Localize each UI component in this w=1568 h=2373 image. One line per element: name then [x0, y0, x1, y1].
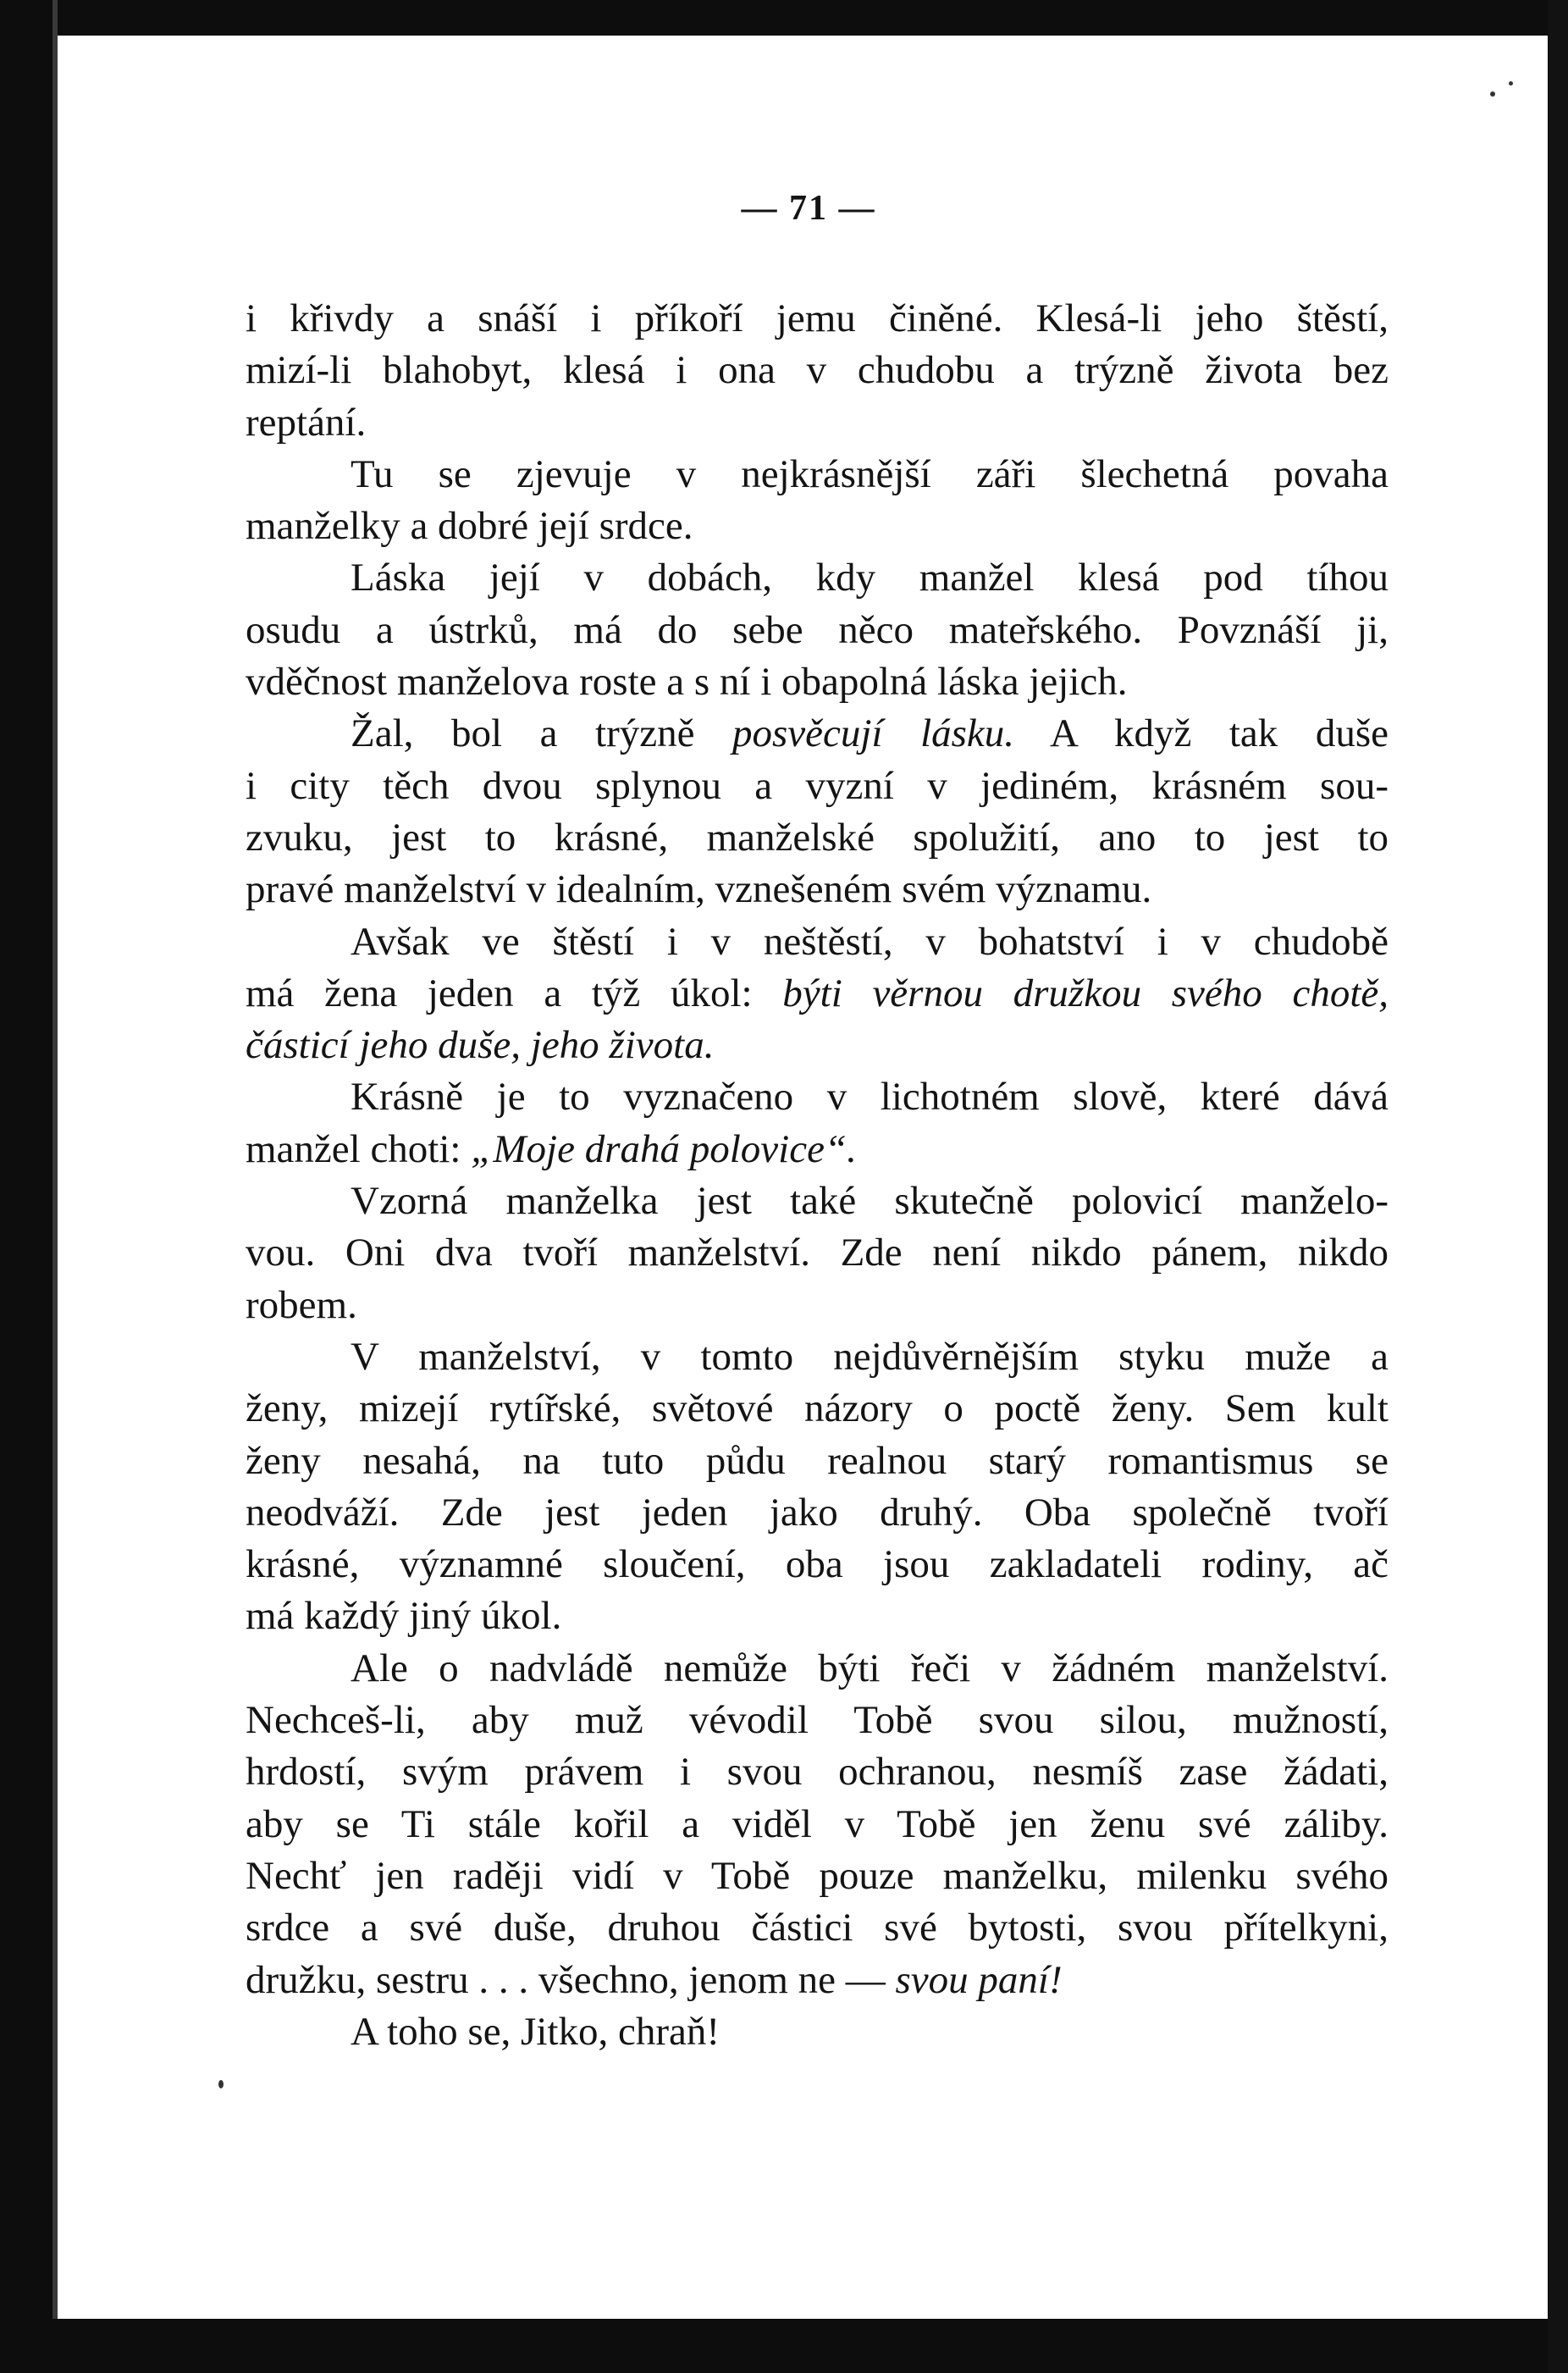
- text-line: [246, 1850, 1389, 1902]
- scan-speck: [1490, 91, 1495, 97]
- paragraph: [246, 449, 1389, 553]
- paragraph: [246, 916, 1389, 1072]
- text-line: [246, 2006, 1389, 2058]
- paragraph: [246, 1643, 1389, 2006]
- text-line: [246, 1746, 1389, 1798]
- text-run: Láska její v dobách, kdy manžel klesá pod tíhou: [351, 556, 1389, 600]
- text-run: Nechť jen raději vidí v Tobě pouze manželku, milenku svého: [246, 1853, 1389, 1898]
- italic-text: posvěcují lásku.: [732, 711, 1015, 756]
- text-line: [246, 916, 1389, 968]
- paragraph: [246, 1331, 1389, 1643]
- text-line: [246, 1383, 1389, 1435]
- scan-speck: [218, 2080, 224, 2088]
- scan-border-right: [1548, 0, 1568, 2373]
- text-run: A toho se, Jitko, chraň!: [351, 2009, 720, 2054]
- text-run: vou. Oni dva tvoří manželství. Zde není nikdo pánem, nikdo: [246, 1231, 1389, 1275]
- text-run: aby se Ti stále kořil a viděl v Tobě jen ženu své záliby.: [246, 1801, 1389, 1846]
- text-line: [246, 1799, 1389, 1850]
- text-line: [246, 1020, 1389, 1071]
- text-line: [246, 449, 1389, 501]
- text-line: [246, 1643, 1389, 1695]
- text-line: [246, 656, 1389, 708]
- scan-border-left-edge: [52, 0, 58, 2373]
- page-text: [246, 293, 1389, 2058]
- text-run: robem.: [246, 1282, 357, 1327]
- text-line: [246, 1902, 1389, 1954]
- text-line: [246, 1955, 1389, 2006]
- paragraph: [246, 1175, 1389, 1331]
- text-run: neodváží. Zde jest jeden jako druhý. Oba společně tvoří: [246, 1490, 1389, 1535]
- text-run: i křivdy a snáší i příkoří jemu činěné. Klesá-li jeho štěstí,: [246, 296, 1389, 340]
- text-run: hrdostí, svým právem i svou ochranou, nesmíš zase žádati,: [246, 1750, 1389, 1795]
- text-line: [246, 761, 1389, 812]
- italic-text: býti věrnou družkou svého chotě,: [782, 971, 1389, 1015]
- text-line: [246, 1539, 1389, 1590]
- italic-text: svou paní!: [895, 1957, 1063, 2002]
- text-line: [246, 552, 1389, 604]
- text-run: osudu a ústrků, má do sebe něco mateřského. Povznáší ji,: [246, 607, 1389, 652]
- text-run: Tu se zjevuje v nejkrásnější záři šlechetná povaha: [351, 451, 1389, 496]
- text-line: [246, 1124, 1389, 1175]
- paragraph: [246, 293, 1389, 449]
- text-line: [246, 1280, 1389, 1331]
- text-line: [246, 501, 1389, 552]
- text-run: Žal, bol a trýzně: [351, 711, 733, 756]
- text-line: [246, 708, 1389, 760]
- text-run: manželky a dobré její srdce.: [246, 504, 693, 549]
- text-run: Nechceš-li, aby muž vévodil Tobě svou silou, mužností,: [246, 1698, 1389, 1743]
- text-line: [246, 864, 1389, 915]
- text-line: [246, 1071, 1389, 1123]
- text-run: mizí-li blahobyt, klesá i ona v chudobu a trýzně života bez: [246, 348, 1389, 393]
- text-run: A když tak duše: [1014, 711, 1389, 756]
- paragraph: [246, 708, 1389, 915]
- text-run: i city těch dvou splynou a vyzní v jediném, krásném sou-: [246, 763, 1389, 808]
- text-run: zvuku, jest to krásné, manželské spolužití, ano to jest to: [246, 815, 1389, 860]
- scan-speck: [1509, 81, 1513, 86]
- text-run: Vzorná manželka jest také skutečně polovicí manželo-: [351, 1179, 1389, 1224]
- text-run: družku, sestru . . . všechno, jenom ne —: [246, 1957, 896, 2002]
- text-run: ženy, mizejí rytířské, světové názory o poctě ženy. Sem kult: [246, 1386, 1389, 1431]
- text-line: [246, 1227, 1389, 1279]
- text-run: pravé manželství v idealním, vznešeném svém významu.: [246, 867, 1152, 912]
- scan-border-top: [0, 0, 1568, 36]
- text-run: Ale o nadvládě nemůže býti řeči v žádném manželství.: [351, 1646, 1389, 1690]
- text-run: Krásně je to vyznačeno v lichotném slově, které dává: [351, 1075, 1389, 1120]
- text-line: [246, 812, 1389, 864]
- text-line: [246, 1175, 1389, 1227]
- page-number: — 71 —: [741, 189, 876, 228]
- text-run: krásné, významné sloučení, oba jsou zakladateli rodiny, ač: [246, 1542, 1389, 1587]
- text-run: reptání.: [246, 400, 367, 445]
- text-line: [246, 1590, 1389, 1642]
- text-run: manžel choti:: [246, 1126, 472, 1171]
- paragraph: [246, 552, 1389, 708]
- text-line: [246, 1695, 1389, 1746]
- scan-border-left: [0, 0, 52, 2373]
- scan-border-bottom: [0, 2319, 1568, 2373]
- text-run: vděčnost manželova roste a s ní i obapolná láska jejich.: [246, 660, 1128, 705]
- text-line: [246, 345, 1389, 396]
- text-line: [246, 968, 1389, 1020]
- text-run: ženy nesahá, na tuto půdu realnou starý romantismus se: [246, 1438, 1389, 1483]
- text-run: Avšak ve štěstí i v neštěstí, v bohatství i v chudobě: [351, 919, 1389, 964]
- text-run: V manželství, v tomto nejdůvěrnějším styku muže a: [351, 1334, 1389, 1379]
- text-run: má žena jeden a týž úkol:: [246, 971, 783, 1015]
- text-run: má každý jiný úkol.: [246, 1594, 562, 1639]
- text-run: srdce a své duše, druhou částici své bytosti, svou přítelkyni,: [246, 1906, 1389, 1950]
- text-line: [246, 397, 1389, 449]
- text-line: [246, 293, 1389, 345]
- text-line: [246, 1487, 1389, 1539]
- italic-text: „Moje drahá polovice“.: [471, 1126, 857, 1171]
- paragraph: [246, 2006, 1389, 2058]
- text-line: [246, 1435, 1389, 1487]
- text-line: [246, 605, 1389, 656]
- italic-text: částicí jeho duše, jeho života.: [246, 1023, 715, 1068]
- text-line: [246, 1331, 1389, 1383]
- paragraph: [246, 1071, 1389, 1175]
